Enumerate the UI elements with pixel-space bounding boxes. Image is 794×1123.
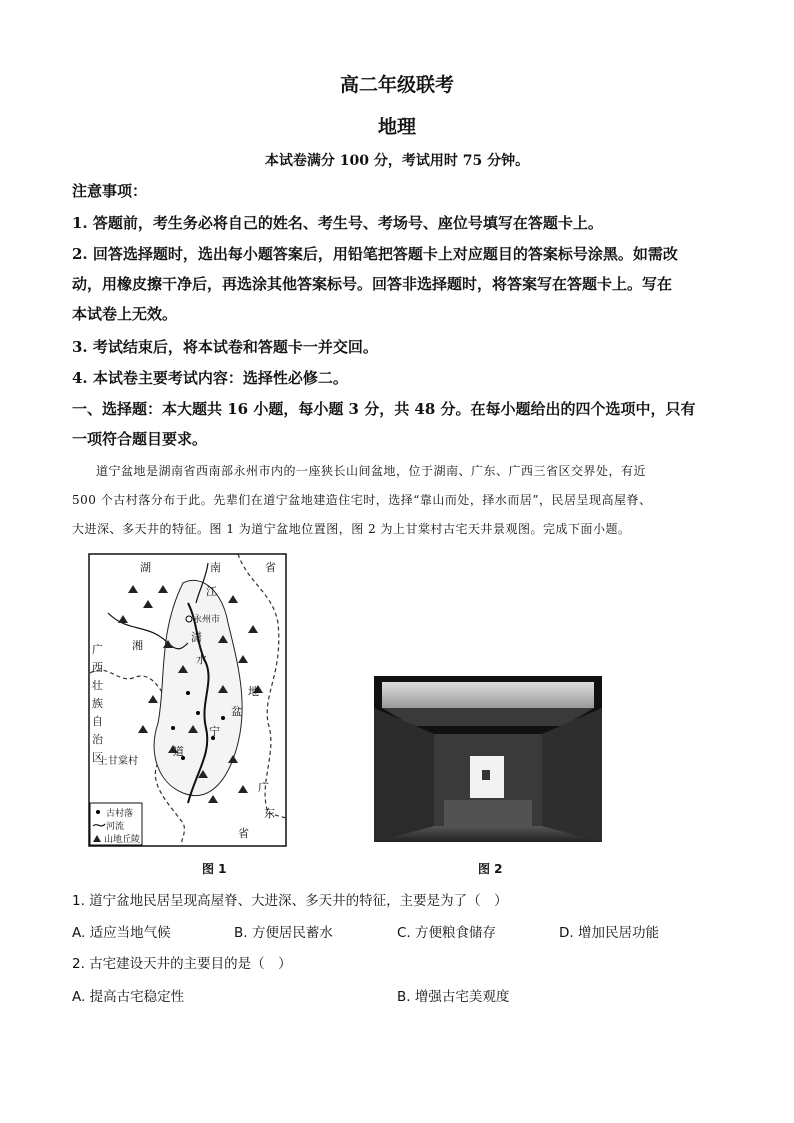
section-heading: 一、选择题：本大题共 16 小题，每小题 3 分，共 48 分。在每小题给出的四个选项中，只有	[72, 400, 696, 418]
question-2-stem: 2. 古宅建设天井的主要目的是（ ）	[72, 956, 292, 972]
instruction-4: 4. 本试卷主要考试内容：选择性必修二。	[72, 369, 348, 387]
map-label-gx2: 西	[92, 661, 103, 674]
legend-river: 河流	[106, 822, 125, 832]
map-label-gx5: 自	[92, 715, 103, 728]
q1-option-c[interactable]: C. 方便粮食储存	[397, 925, 497, 941]
instruction-2-end: 本试卷上无效。	[72, 305, 178, 323]
subject-title: 地理	[377, 116, 416, 138]
map-label-gx4: 族	[92, 697, 103, 710]
figure1-map	[88, 553, 288, 847]
legend-village: 古村落	[106, 809, 134, 819]
map-label-shui: 水	[196, 653, 207, 666]
map-label-gx1: 广	[92, 643, 103, 656]
map-label-gx3: 壮	[92, 679, 103, 692]
figure2-photo	[374, 676, 602, 842]
instruction-2: 2. 回答选择题时，选出每小题答案后，用铅笔把答题卡上对应题目的答案标号涂黑。如需改	[72, 245, 678, 263]
section-heading-cont: 一项符合题目要求。	[72, 430, 208, 448]
map-label-gx6: 治	[92, 733, 103, 746]
q2-option-b[interactable]: B. 增强古宅美观度	[397, 989, 510, 1005]
figure1-caption: 图 1	[202, 862, 227, 876]
instructions-heading: 注意事项：	[72, 182, 148, 200]
map-label-sheng: 省	[265, 561, 276, 574]
instruction-2-cont: 动，用橡皮擦干净后，再选涂其他答案标号。回答非选择题时，将答案写在答题卡上。写在	[72, 275, 673, 293]
map-label-xiao: 潇	[191, 631, 202, 644]
question-1-stem: 1. 道宁盆地民居呈现高屋脊、大进深、多天井的特征，主要是为了（ ）	[72, 893, 508, 909]
instruction-3: 3. 考试结束后，将本试卷和答题卡一并交回。	[72, 338, 378, 356]
passage-line-3: 大进深、多天井的特征。图 1 为道宁盆地位置图，图 2 为上甘棠村古宅天井景观图。完成下面小题。	[72, 522, 631, 536]
q1-option-a[interactable]: A. 适应当地气候	[72, 925, 171, 941]
reading-passage	[72, 457, 722, 544]
figure2-caption: 图 2	[478, 862, 503, 876]
passage-line-1: 道宁盆地是湖南省西南部永州市内的一座狭长山间盆地，位于湖南、广东、广西三省区交界处，有近	[96, 464, 647, 478]
exam-title: 高二年级联考	[339, 74, 454, 96]
map-label-hu: 湖	[140, 561, 151, 574]
map-label-gd1: 广	[258, 781, 269, 794]
map-label-yongzhou: 永州市	[193, 615, 221, 625]
q2-option-a[interactable]: A. 提高古宅稳定性	[72, 989, 185, 1005]
map-label-shangganTang: 上甘棠村	[98, 756, 138, 767]
map-label-gx7: 区	[92, 751, 103, 764]
map-label-xiang: 湘	[132, 639, 143, 652]
exam-note: 本试卷满分 100 分，考试用时 75 分钟。	[264, 153, 530, 169]
map-label-gd3: 省	[238, 827, 249, 840]
q1-option-d[interactable]: D. 增加民居功能	[559, 925, 659, 941]
map-legend	[90, 803, 142, 845]
map-label-jiang: 江	[206, 585, 217, 598]
map-label-ning: 宁	[209, 725, 220, 738]
map-label-dao: 道	[173, 745, 184, 758]
map-label-di: 地	[248, 685, 259, 698]
q1-option-b[interactable]: B. 方便居民蓄水	[234, 925, 333, 941]
map-label-nan: 南	[210, 561, 221, 574]
legend-hills: 山地丘陵	[104, 835, 141, 845]
village-legend-icon	[96, 810, 100, 814]
instruction-1: 1. 答题前，考生务必将自己的姓名、考生号、考场号、座位号填写在答题卡上。	[72, 214, 603, 232]
passage-line-2: 500 个古村落分布于此。先辈们在道宁盆地建造住宅时，选择“靠山而处，择水而居”，民居呈现高屋脊、	[72, 493, 652, 507]
map-label-gd2: 东	[264, 807, 275, 820]
map-label-pen: 盆	[231, 705, 242, 718]
